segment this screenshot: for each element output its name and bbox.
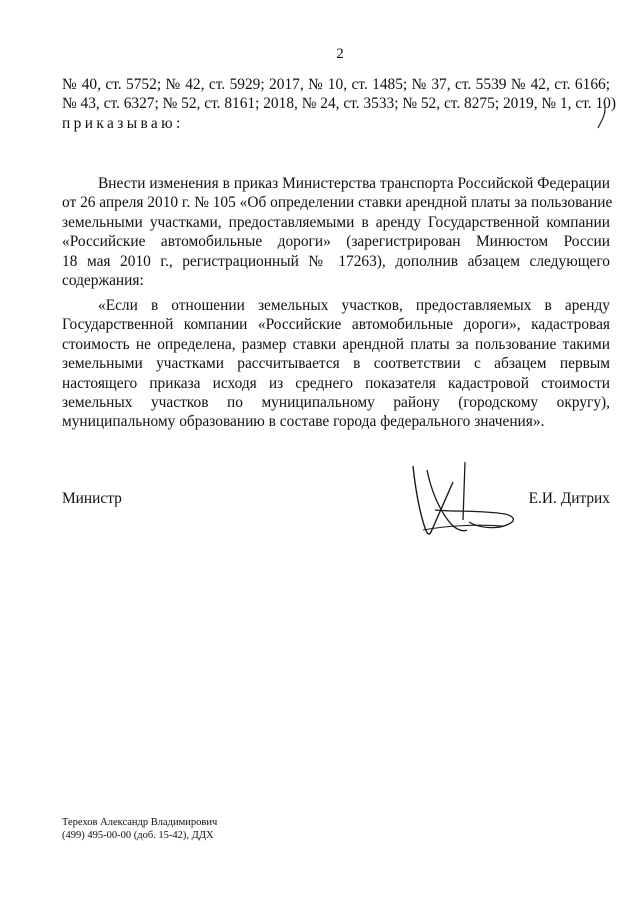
executor-name: Терехов Александр Владимирович: [62, 817, 218, 828]
page-number: 2: [336, 46, 344, 62]
quoted-paragraph-line-4: земельными участками рассчитывается в соответствии с абзацем первым: [62, 355, 610, 373]
quoted-paragraph-line-2: Государственной компании «Российские автомобильные дороги», кадастровая: [62, 316, 610, 334]
handwritten-mark-icon: [590, 100, 612, 130]
quoted-paragraph-line-6: земельных участков по муниципальному району (городскому округу),: [62, 394, 610, 412]
main-paragraph-line-1: Внести изменения в приказ Министерства транспорта Российской Федерации: [98, 175, 610, 192]
legal-references: [62, 75, 616, 133]
quoted-paragraph: [62, 296, 610, 432]
order-word: приказываю:: [62, 114, 184, 132]
main-paragraph: [62, 174, 613, 290]
quoted-paragraph-line-5: настоящего приказа исходя из среднего показателя кадастровой стоимости: [62, 374, 610, 392]
main-paragraph-line-4: «Российские автомобильные дороги» (зарегистрирован Минюстом России: [62, 233, 610, 251]
executor-info: [62, 816, 217, 842]
legal-references-line-2: № 43, ст. 6327; № 52, ст. 8161; 2018, № 24, ст. 3533; № 52, ст. 8275; 2019, № 1, ст. 10): [62, 95, 616, 113]
main-paragraph-line-3: земельными участками, предоставляемыми в аренду Государственной компании: [62, 213, 610, 231]
main-paragraph-line-5: 18 мая 2010 г., регистрационный № 17263), дополнив абзацем следующего: [62, 252, 610, 270]
quoted-paragraph-line-3: стоимость не определена, размер ставки арендной платы за пользование такими: [62, 335, 610, 353]
legal-references-line-1: № 40, ст. 5752; № 42, ст. 5929; 2017, № 10, ст. 1485; № 37, ст. 5539 № 42, ст. 6166;: [62, 76, 610, 93]
quoted-paragraph-line-1: «Если в отношении земельных участков, предоставляемых в аренду: [98, 297, 610, 314]
signatory-name: Е.И. Дитрих: [528, 490, 610, 507]
signatory-title: Министр: [62, 490, 122, 507]
signature-block: [62, 490, 610, 540]
main-paragraph-line-2: от 26 апреля 2010 г. № 105 «Об определении ставки арендной платы за пользование: [62, 194, 613, 212]
executor-phone: (499) 495-00-00 (доб. 15-42), ДДХ: [62, 830, 214, 841]
quoted-paragraph-line-7: муниципальному образованию в составе города федерального значения».: [62, 413, 545, 431]
main-paragraph-line-6: содержания:: [62, 272, 144, 290]
